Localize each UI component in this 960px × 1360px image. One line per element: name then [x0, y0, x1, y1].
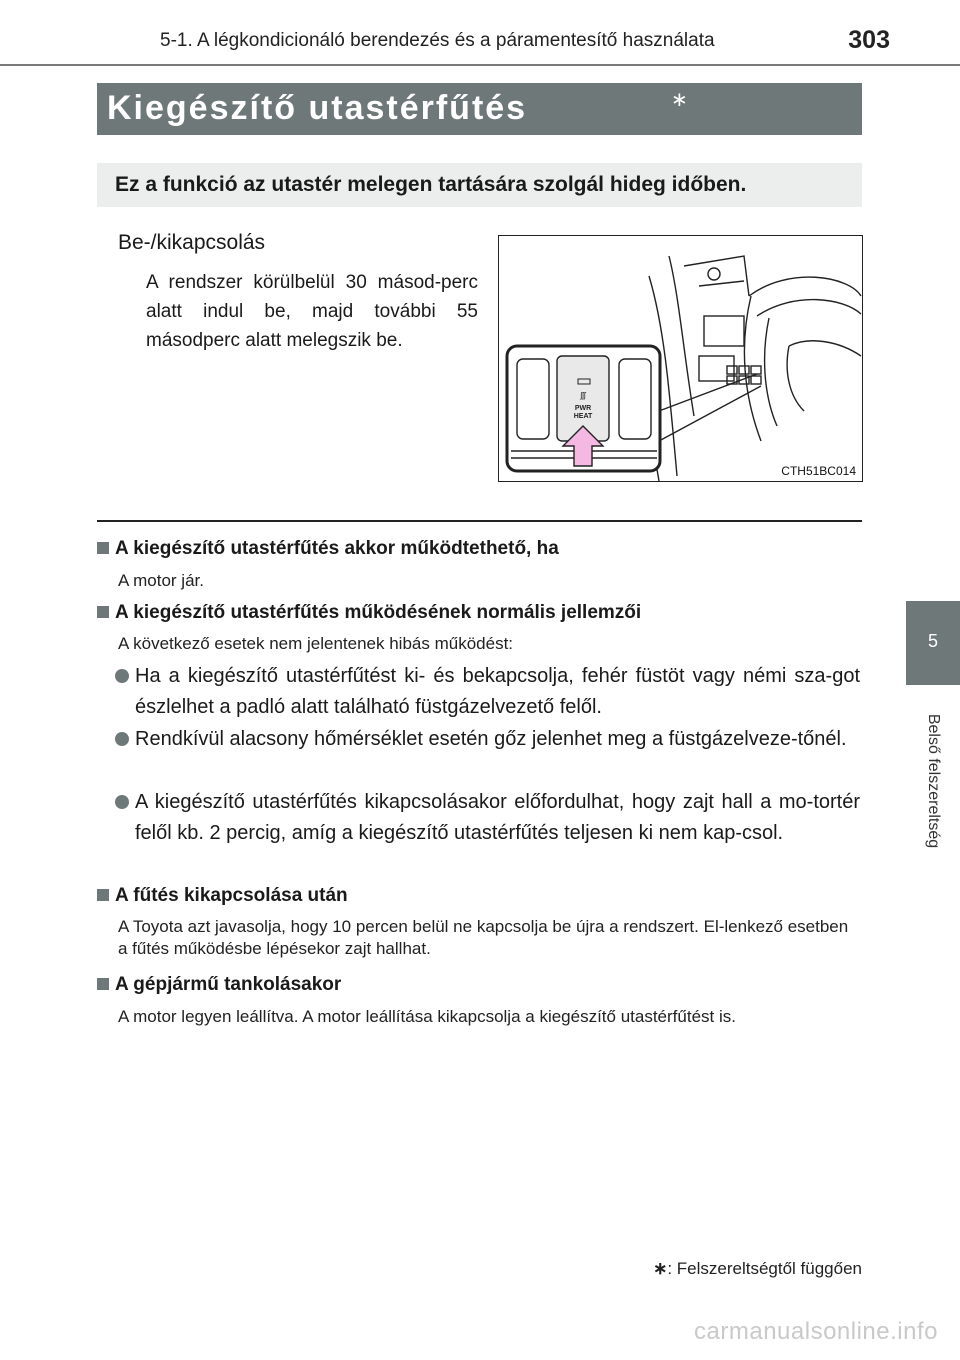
- illustration-code: CTH51BC014: [781, 464, 856, 478]
- page-title-bar: [97, 83, 862, 135]
- header-divider: [0, 64, 960, 66]
- intro-box: [97, 163, 862, 207]
- note-body: A motor jár.: [118, 571, 204, 590]
- watermark: carmanualsonline.info: [694, 1318, 938, 1345]
- footnote: ∗: Felszereltségtől függően: [653, 1259, 862, 1278]
- operation-heading: Be-/kikapcsolás: [118, 231, 266, 254]
- square-bullet-icon: [97, 606, 109, 618]
- list-item: A kiegészítő utastérfűtés kikapcsolásakor előfordulhat, hogy zajt hall a mo-tortér felől kb. 2 percig, amíg a kiegészítő utastérfűtés teljesen ki nem kap-csol.: [115, 787, 860, 849]
- chapter-tab-label: Belső felszereltség: [925, 713, 942, 849]
- svg-text:ʃʃʃ: ʃʃʃ: [580, 391, 586, 400]
- note-body: A következő esetek nem jelentenek hibás működést:: [118, 634, 514, 653]
- note-heading: A kiegészítő utastérfűtés működésének normális jellemzői: [97, 602, 641, 624]
- section-divider: [97, 520, 862, 522]
- note-body: A motor legyen leállítva. A motor leállítása kikapcsolja a kiegészítő utastérfűtést is.: [118, 1007, 736, 1026]
- note-heading: A fűtés kikapcsolása után: [97, 885, 348, 907]
- button-label-heat: HEAT: [573, 413, 593, 420]
- square-bullet-icon: [97, 978, 109, 990]
- square-bullet-icon: [97, 542, 109, 554]
- dashboard-drawing: [499, 236, 862, 481]
- page-number: 303: [848, 26, 890, 54]
- equipment-marker: ∗: [671, 89, 688, 111]
- note-heading: A kiegészítő utastérfűtés akkor működtethető, ha: [97, 538, 559, 560]
- running-header: 5-1. A légkondicionáló berendezés és a páramentesítő használata: [160, 30, 715, 51]
- chapter-tab-number: 5: [906, 601, 960, 685]
- note-heading: A gépjármű tankolásakor: [97, 974, 341, 996]
- chapter-tab: [906, 688, 960, 874]
- square-bullet-icon: [97, 889, 109, 901]
- page-title: Kiegészítő utastérfűtés: [107, 89, 528, 127]
- intro-text: Ez a funkció az utastér melegen tartására szolgál hideg időben.: [115, 173, 747, 196]
- dashboard-illustration: [498, 235, 863, 482]
- button-label-pwr: PWR: [574, 405, 592, 412]
- round-bullet-icon: [115, 795, 129, 809]
- list-item: Ha a kiegészítő utastérfűtést ki- és bekapcsolja, fehér füstöt vagy némi sza-got észlelhet a padló alatt található füstgázelvezető felől.: [115, 661, 860, 723]
- round-bullet-icon: [115, 669, 129, 683]
- round-bullet-icon: [115, 732, 129, 746]
- operation-body: A rendszer körülbelül 30 másod-perc alatt indul be, majd további 55 másodperc alatt melegszik be.: [146, 272, 478, 351]
- list-item: Rendkívül alacsony hőmérséklet esetén gőz jelenhet meg a füstgázelveze-tőnél.: [115, 724, 860, 755]
- note-body: A Toyota azt javasolja, hogy 10 percen belül ne kapcsolja be újra a rendszert. El-lenkező esetben a fűtés működésbe lépésekor zajt hallhat.: [118, 917, 849, 958]
